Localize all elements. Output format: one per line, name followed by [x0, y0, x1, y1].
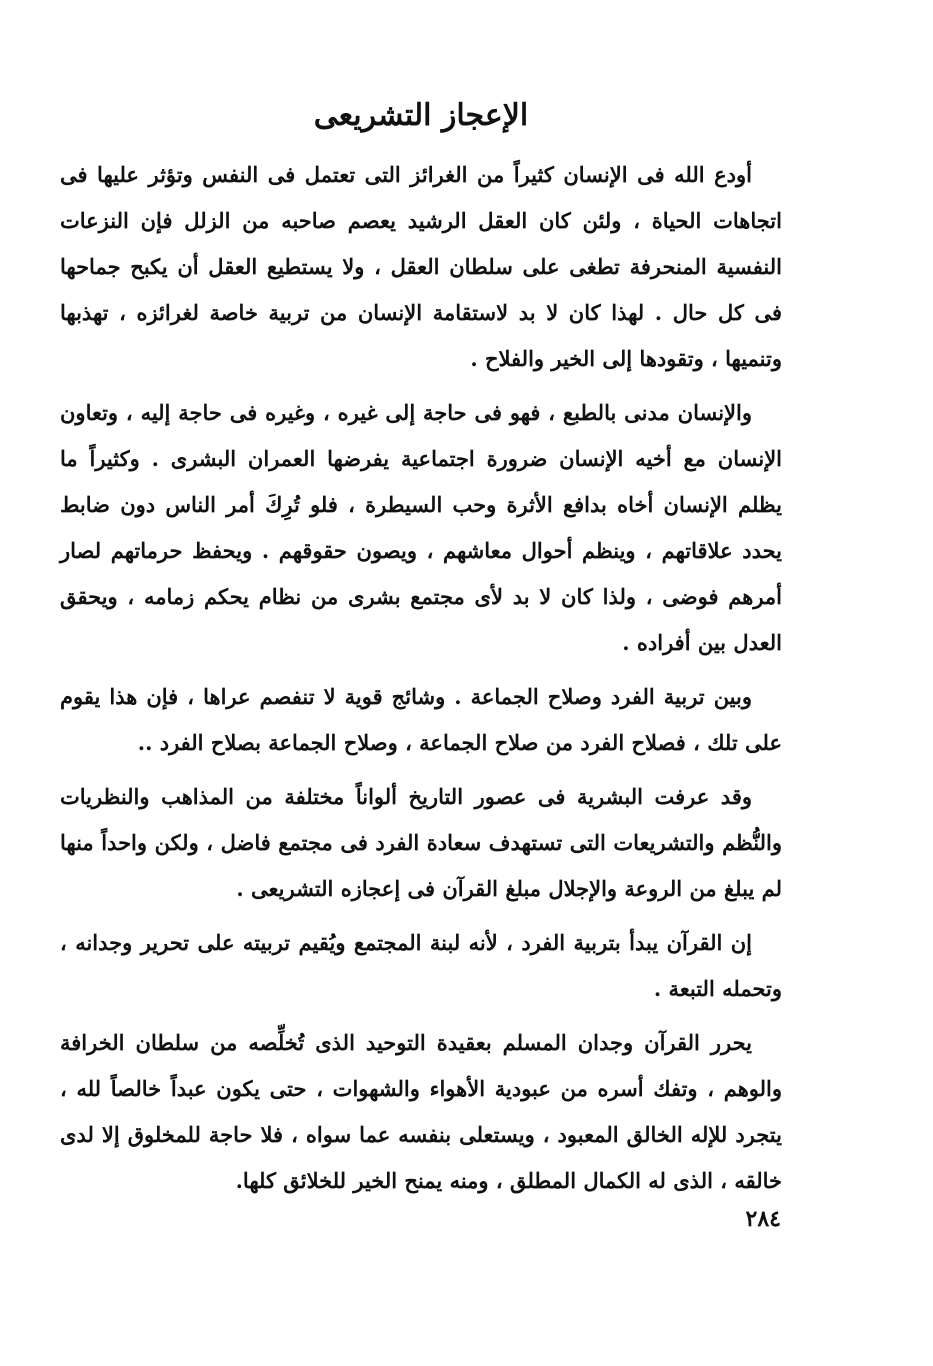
paragraph-4: وقد عرفت البشرية فى عصور التاريخ ألواناً مختلفة من المذاهب والنظريات والنُّظم والتشريعات التى تستهدف سعادة الفرد فى مجتمع فاضل ، ولكن واحداً منها لم يبلغ من الروعة والإجلال مبلغ القرآن فى إعجازه التشريعى . [60, 784, 782, 901]
book-page [60, 90, 782, 1290]
paragraph-5: إن القرآن يبدأ بتربية الفرد ، لأنه لبنة المجتمع ويُقيم تربيته على تحرير وجدانه ، وتحمله التبعة . [60, 930, 782, 1001]
paragraph-2: والإنسان مدنى بالطبع ، فهو فى حاجة إلى غيره ، وغيره فى حاجة إليه ، وتعاون الإنسان مع أخيه الإنسان ضرورة اجتماعية يفرضها العمران البشرى . وكثيراً ما يظلم الإنسان أخاه بدافع الأثرة وحب السيطرة ، فلو تُرِكَ أمر الناس دون ضابط يحدد علاقاتهم ، وينظم أحوال معاشهم ، ويصون حقوقهم . ويحفظ حرماتهم لصار أمرهم فوضى ، ولذا كان لا بد لأى مجتمع بشرى من نظام يحكم زمامه ، ويحقق العدل بين أفراده . [60, 400, 782, 655]
paragraph-6: يحرر القرآن وجدان المسلم بعقيدة التوحيد الذى تُخلِّصه من سلطان الخرافة والوهم ، وتفك أسره من عبودية الأهواء والشهوات ، حتى يكون عبداً خالصاً لله ، يتجرد للإله الخالق المعبود ، ويستعلى بنفسه عما سواه ، فلا حاجة للمخلوق إلا لدى خالقه ، الذى له الكمال المطلق ، ومنه يمنح الخير للخلائق كلها. [60, 1030, 782, 1193]
paragraph-1: أودع الله فى الإنسان كثيراً من الغرائز التى تعتمل فى النفس وتؤثر عليها فى اتجاهات الحياة ، ولئن كان العقل الرشيد يعصم صاحبه من الزلل فإن النزعات النفسية المنحرفة تطغى على سلطان العقل ، ولا يستطيع العقل أن يكبح جماحها فى كل حال . لهذا كان لا بد لاستقامة الإنسان من تربية خاصة لغرائزه ، تهذبها وتنميها ، وتقودها إلى الخير والفلاح . [60, 162, 782, 371]
paragraph-3: وبين تربية الفرد وصلاح الجماعة . وشائج قوية لا تنفصم عراها ، فإن هذا يقوم على تلك ، فصلاح الفرد من صلاح الجماعة ، وصلاح الجماعة بصلاح الفرد .. [60, 684, 782, 755]
page-title: الإعجاز التشريعى [313, 98, 529, 133]
page-number: ٢٨٤ [745, 1206, 781, 1232]
